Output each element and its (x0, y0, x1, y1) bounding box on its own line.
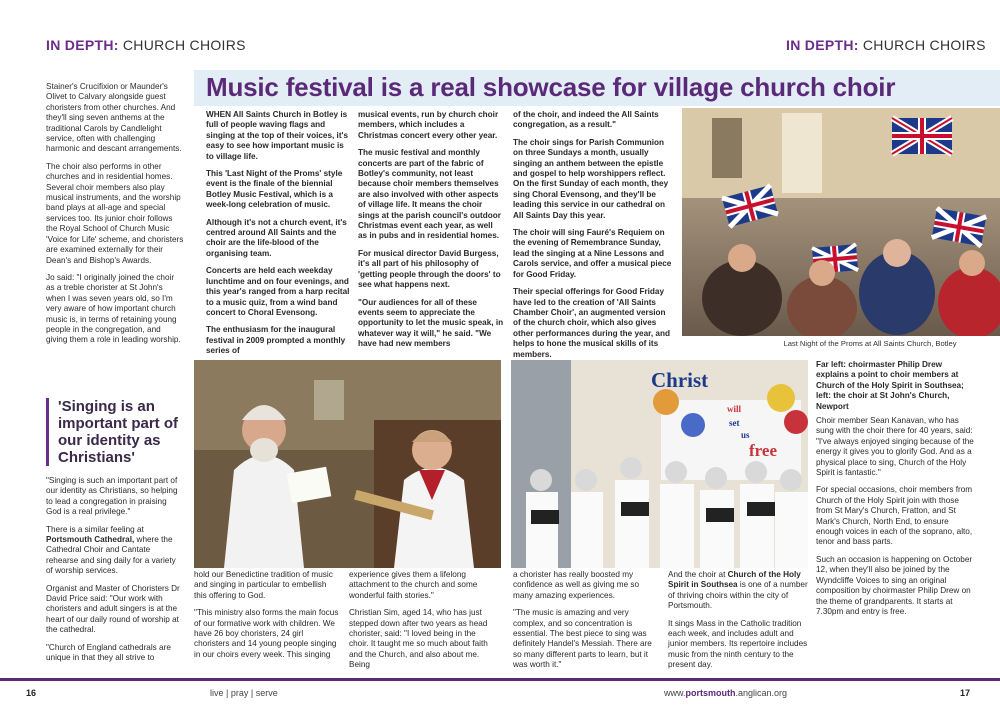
article-title: Music festival is a real showcase for village church choir (206, 72, 896, 102)
pull-quote: 'Singing is an important part of our identity as Christians' (58, 398, 178, 466)
page-number-right: 17 (960, 688, 971, 698)
sidebar-paragraph: Stainer's Crucifixion or Maunder's Olivet to Calvary alongside guest choristers from other churches. And they'll sing seven anthems at the traditional Carols by Candlelight service, often with challenging harmonic and descant arrangements. (46, 82, 182, 154)
lower-column-1: hold our Benedictine tradition of music and singing in particular to embellish this offering to God. "This ministry also forms the main focus of our formative work with children. We have 26 boy choristers, 24 girl choristers and 14 young people singing in our choirs every week. This singing (194, 570, 339, 659)
photo-caption-right: Far left: choirmaster Philip Drew explains a point to choir members at Church of the Holy Spirit in Southsea; left: the choir at St John's Church, Newport (816, 360, 964, 411)
proms-caption: Last Night of the Proms at All Saints Church, Botley (783, 339, 957, 348)
footer-tagline: live | pray | serve (210, 688, 278, 698)
sidebar-paragraph: "Singing is such an important part of our identity as Christians, so helping to lead a congregation in praising God is a real privilege." (46, 476, 178, 517)
lower-column-4: And the choir at Church of the Holy Spirit in Southsea is one of a number of thriving choirs within the city of Portsmouth. It sings Mass in the Catholic tradition each week, and includes adult and junior members. Its repertoire includes music from the ninth century to the present day. (668, 570, 808, 670)
section-header-right: IN DEPTH: CHURCH CHOIRS (786, 37, 986, 53)
sidebar-paragraph: The choir also performs in other churches and in residential homes. Several choir members also play musical instruments, and the worship band plays at all-age and special services too. Its junior choir follows the Royal School of Church Music 'Voice for Life' scheme, and choristers are examined externally for their Dean's and Bishop's Awards. (46, 161, 184, 265)
choirmaster-photo (194, 360, 501, 568)
right-column: Choir member Sean Kanavan, who has sung with the choir there for 40 years, said: "I've always enjoyed singing because of the energy it gives you to glorify God. And as a physical place to sing, Church of the Holy Spirit is fantastic." For special occasions, choir members from Church of the Holy Spirit join with those from St Mary's Church, Fratton, and St Mark's Church, North End, to ensure enough voices in each of the soprano, alto, tenor and bass parts. Such an occasion is happening on October 12, when they'll also be joined by the Wyndcliffe Voices to sing an original composition by choirmaster Philip Drew on the theme of grandparents. It starts at 7.30pm and entry is free. (816, 416, 974, 616)
sidebar-paragraph: There is a similar feeling at Portsmouth Cathedral, where the Cathedral Choir and Cantate rehearse and sing daily for a variety of worship services. (46, 524, 176, 576)
union-flag-icon (892, 118, 952, 154)
banner-word-us: us (741, 430, 750, 440)
article-column-3: of the choir, and indeed the All Saints congregation, as a result." The choir sings for Parish Communion on three Sundays a month, usually singing an anthem between the epistle and gospel to help worshippers reflect. On the first Sunday of each month, they sing Choral Evensong, and they'll be leading this service in our cathedral on All Saints Day this year. The choir will sing Fauré's Requiem on the evening of Remembrance Sunday, lead the singing at a Nine Lessons and Carols service, and offer a musical piece for Good Friday. Their special offerings for Good Friday have led to the creation of 'All Saints Chamber Choir', an augmented version of the church choir, which also gives other performances during the year, and helps to hone the musical skills of its members. (513, 110, 672, 359)
sidebar-column (46, 82, 184, 353)
banner-word-christ: Christ (651, 368, 709, 392)
quote-rule (46, 398, 49, 466)
lower-column-2: experience gives them a lifelong attachment to the church and some wonderful faith stories." Christian Sim, aged 14, who has just stepped down after two years as head chorister, said: "I loved being in the choir. It taught me so much about faith and the Church, and also about me. Being (349, 570, 488, 670)
footer-rule (0, 678, 1000, 681)
lower-column-3: a chorister has really boosted my confidence as well as giving me so many amazing experiences. "The music is amazing and very complex, and so concentration is essential. The best piece to sing was definitely Handel's Messiah. There are so many different parts to learn, but it was worth it." (513, 570, 652, 670)
sidebar-paragraph: Organist and Master of Choristers Dr David Price said: "Our work with choristers and adult singers is at the heart of our daily round of worship at the cathedral. (46, 583, 180, 635)
sidebar-column-lower (46, 476, 184, 671)
proms-photo (682, 108, 1000, 336)
footer-url[interactable]: www.portsmouth.anglican.org (664, 688, 788, 698)
banner-word-will: will (727, 404, 742, 414)
article-column-2: musical events, run by church choir members, which includes a Christmas concert every other year. The music festival and monthly concerts are part of the fabric of Botley's community, not least because choir members themselves are also involved with other aspects of village life. It means the choir sings at the parish council's outdoor Christmas event each year, as well as in pubs and in residential homes. For musical director David Burgess, it's all part of his philosophy of 'getting people through the doors' to see what happens next. "Our audiences for all of these events seem to appreciate the opportunity to let the music speak, in whatever way it will," he said. "We have had new members (358, 110, 504, 349)
banner-word-set: set (729, 418, 740, 428)
sidebar-paragraph: Jo said: "I originally joined the choir as a treble chorister at St John's when I was seven years old, so I'm very aware of how important church music is, in terms of retaining young people in the congregation, and giving them a role in leading worship. (46, 272, 181, 345)
section-header-left: IN DEPTH: CHURCH CHOIRS (46, 37, 246, 53)
article-column-1: WHEN All Saints Church in Botley is full of people waving flags and singing at the top of their voices, it's easy to see how important music is to village life. This 'Last Night of the Proms' style event is the finale of the biennial Botley Music Festival, which is a week-long celebration of music. Although it's not a church event, it's centred around All Saints and the choir are the life-blood of the organising team. Concerts are held each weekday lunchtime and on four evenings, and this year's ranged from a harp recital to a music quiz, from a wind band concert to Choral Evensong. The enthusiasm for the inaugural festival in 2009 prompted a monthly series of (206, 110, 350, 356)
sidebar-paragraph: "Church of England cathedrals are unique in that they all strive to (46, 642, 171, 663)
banner-word-free: free (749, 441, 777, 460)
page-number-left: 16 (26, 688, 37, 698)
